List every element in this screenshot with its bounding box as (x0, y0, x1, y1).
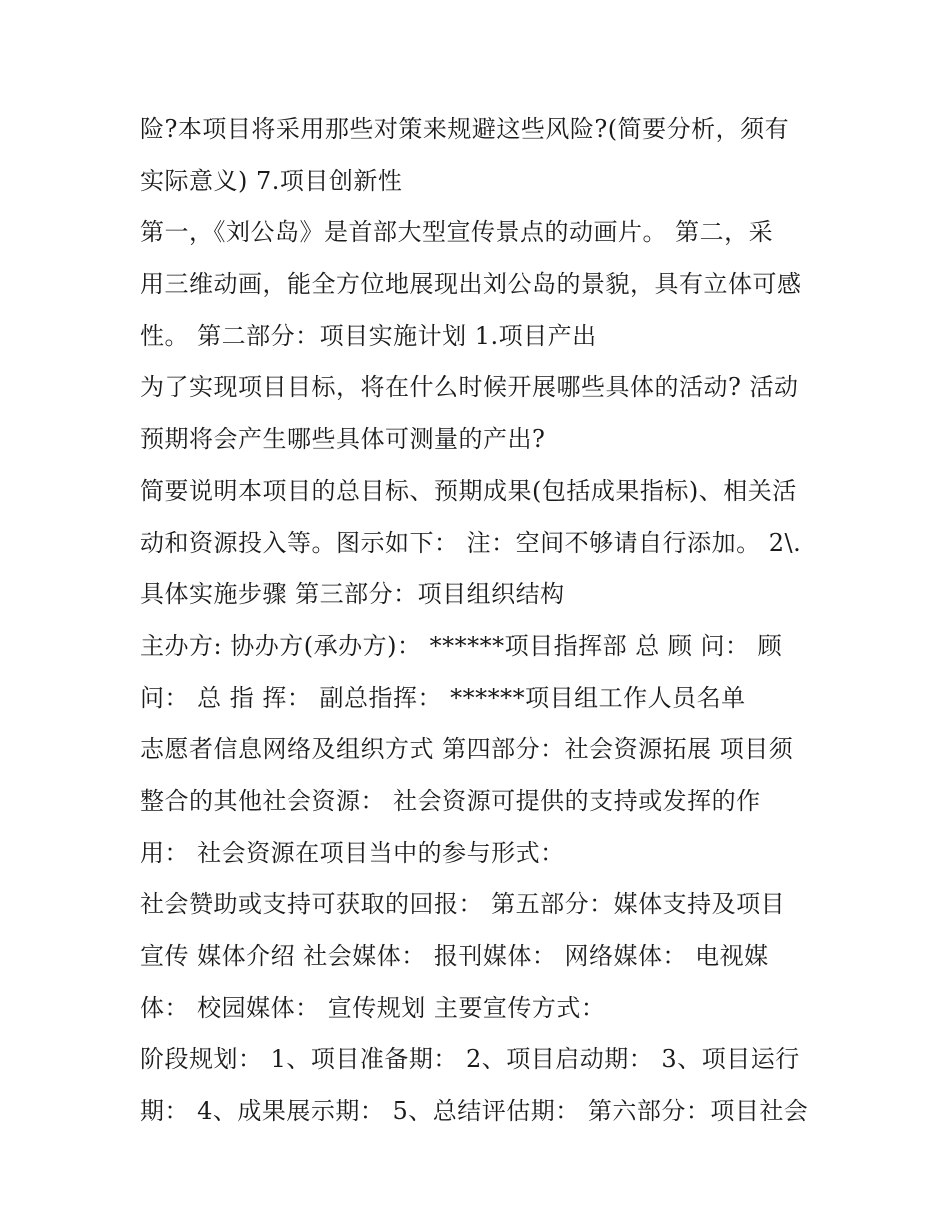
text-line: 问： 总 指 挥： 副总指挥： ******项目组工作人员名单 (140, 683, 746, 712)
text-line: 体： 校园媒体： 宣传规划 主要宣传方式： (140, 993, 606, 1022)
body-text (140, 104, 830, 1138)
text-line: 预期将会产生哪些具体可测量的产出? (140, 425, 546, 454)
text-line: 主办方: 协办方(承办方)： ******项目指挥部 总 顾 问： 顾 (140, 631, 783, 660)
text-line: 用： 社会资源在项目当中的参与形式： (140, 838, 565, 867)
text-line: 第一，《刘公岛》是首部大型宣传景点的动画片。 第二，采 (140, 218, 774, 247)
text-line: 具体实施步骤 第三部分：项目组织结构 (140, 580, 565, 609)
text-line: 阶段规划： 1、项目准备期： 2、项目启动期： 3、项目运行 (140, 1045, 800, 1074)
text-line: 性。 第二部分：项目实施计划 1.项目产出 (140, 321, 597, 350)
text-line: 期： 4、成果展示期： 5、总结评估期： 第六部分：项目社会 (140, 1097, 809, 1126)
text-line: 为了实现项目目标，将在什么时候开展哪些具体的活动? 活动 (140, 373, 799, 402)
text-line: 社会赞助或支持可获取的回报： 第五部分：媒体支持及项目 (140, 890, 786, 919)
text-line: 险?本项目将采用那些对策来规避这些风险?(简要分析，须有 (140, 115, 790, 143)
text-line: 志愿者信息网络及组织方式 第四部分：社会资源拓展 项目须 (140, 735, 794, 764)
text-line: 实际意义) 7.项目创新性 (140, 166, 403, 195)
text-line: 整合的其他社会资源： 社会资源可提供的支持或发挥的作 (140, 786, 761, 815)
text-line: 简要说明本项目的总目标、预期成果(包括成果指标)、相关活 (140, 476, 797, 505)
text-line: 宣传 媒体介绍 社会媒体： 报刊媒体： 网络媒体： 电视媒 (140, 942, 769, 970)
text-line: 用三维动画，能全方位地展现出刘公岛的景貌，具有立体可感 (140, 270, 802, 299)
text-line: 动和资源投入等。图示如下： 注：空间不够请自行添加。 2\. (140, 528, 802, 557)
